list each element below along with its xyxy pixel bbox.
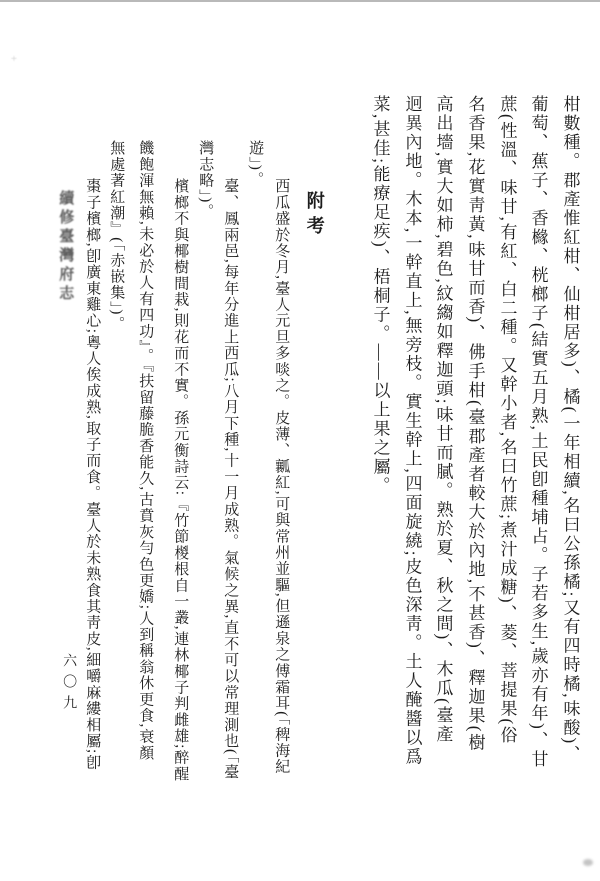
scan-edge-artifact — [0, 0, 600, 2]
main-text-column: 迥異內地。木本,一幹直上,無旁枝。實生幹上,四面旋繞;皮色深靑。土人醃醬以爲 — [402, 95, 422, 767]
appendix-note-column: 灣志略」)。 — [197, 140, 214, 220]
appendix-note-column: 饑飽渾無賴,未必於人有四功』。『扶留藤脆香能久,古賁灰勻色更嬌;人到稱翁休更食,衰顏 — [137, 140, 154, 761]
page-number: 六〇九 — [61, 653, 77, 716]
main-text-column: 柑數種。郡產惟紅柑、仙柑居多)、橘(一年相續,名曰公孫橘;又有四時橘,味酸)、 — [560, 95, 580, 765]
main-text-column: 葡萄、蕉子、香櫞、桄榔子(結實五月熟,土民卽種埔占。子若多生,歲亦有年)、甘 — [528, 95, 548, 769]
appendix-note-column: 檳榔不與椰樹間栽,則花而不實。孫元衡詩云:『竹節椶根自一叢,連林椰子判雌雄;醉醒 — [172, 178, 189, 782]
appendix-header: 附考 — [304, 191, 325, 241]
appendix-note-column: 西瓜盛於冬月,臺人元旦多啖之。皮薄、瓤紅,可與常州並驅,但遜泉之傅霜耳(「稗海紀 — [273, 178, 290, 775]
appendix-note-column: 臺、鳳兩邑,每年分進上西瓜;八月下種,十一月成熟。氣候之異,直不可以常理測也(「臺 — [222, 178, 239, 781]
scan-smudge-artifact — [583, 859, 593, 866]
registration-mark-artifact: + — [10, 53, 18, 65]
main-text-column: 菜,甚佳;能療足疾)、梧桐子。——以上果之屬。 — [370, 95, 390, 496]
main-text-column: 蔗(性溫、味甘,有紅、白二種。又幹小者,名曰竹蔗;煮汁成糖)、菱、菩提果(俗 — [497, 95, 517, 746]
appendix-note-column: 棗子檳榔,卽廣東雞心;粵人俟成熟,取子而食。臺人於未熟食其靑皮,細嚼麻縷相屬;卽 — [84, 178, 101, 771]
appendix-note-column: 無處著紅潮』(「赤嵌集」)。 — [108, 140, 125, 332]
spine-title: 續修臺灣府志 — [57, 190, 74, 304]
main-text-column: 名香果,花實靑黃,味甘而香)、佛手柑(臺郡產者較大於內地,不甚香)、釋迦果(樹 — [465, 95, 485, 753]
main-text-column: 高出墻,實大如柿,碧色,紋縐如釋迦頭;味甘而膩。熟於夏、秋之間)、木瓜(臺產 — [433, 95, 453, 744]
appendix-note-column: 遊」)。 — [247, 140, 264, 188]
